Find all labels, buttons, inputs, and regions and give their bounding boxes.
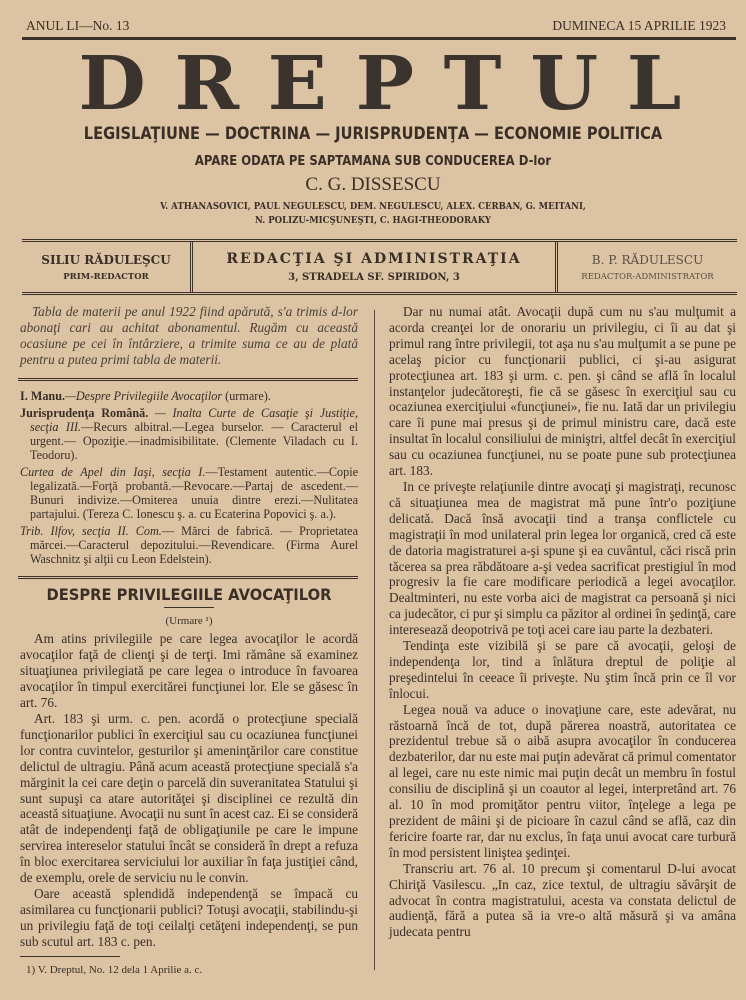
toc-detail: —Testament autentic.—Copie legalizată.—Forţă probantă.—Revocare.—Partaj de ascedent.—Bunuri indivize.—Omiterea unuia dintre erezi.—Nulitatea partajului. (Tereza C. Ionescu ş. a. cu Ecaterina Popovici ş. a.).	[30, 464, 358, 521]
masthead-letter: T	[443, 41, 502, 127]
section-rule	[18, 378, 358, 381]
footnote-rule	[20, 956, 120, 957]
administrator-cell	[558, 242, 737, 292]
toc-detail: (urmare).	[222, 388, 271, 403]
toc-item	[20, 524, 358, 566]
left-column	[20, 304, 358, 978]
subscription-notice: Tabla de materii pe anul 1922 fiind apărută, s'a trimis d-lor abonaţi cari au achitat abonamentul. Rugăm cu această ocasiune pe cei în întârziere, a trimite suma ce au de plată pentru a putea primi tabla de materii.	[20, 304, 358, 367]
prim-redactor-role: PRIM-REDACTOR	[63, 271, 149, 282]
issue-number: ANUL LI—No. 13	[26, 18, 130, 33]
editorial-box	[22, 239, 737, 295]
title-rule	[164, 607, 214, 608]
masthead-letter: U	[530, 41, 598, 127]
prim-redactor-cell	[22, 242, 193, 292]
redactia-title: REDACŢIA ŞI ADMINISTRAŢIA	[226, 251, 522, 267]
collaborators-line: N. POLIZU-MICŞUNEŞTI, C. HAGI-THEODORAKY	[255, 215, 491, 226]
paragraph: Tendinţa este vizibilă şi se pare că avocaţii, geloşi de independenţa lor, tind a înlătura dreptul de poliţie al preşedintelui în ceeace îi priveşte. Nu ştim încă prin ce îl vor înlocui.	[389, 638, 736, 701]
right-column	[389, 304, 736, 940]
masthead-letter: E	[267, 41, 328, 127]
toc-court: Trib. Ilfov, secţia II. Com.	[20, 523, 162, 538]
paragraph: Dar nu numai atât. Avocaţii după cum nu s'au mulţumit a acorda creanţei lor de onorariu un privilegiu, ci îi au dat şi primul rang între privilegii, tot aşa nu s'au mulţumit a se pune pe acelaş picior cu funcţionarii publici, ci şi-au asigurat protecţiunea art. 183 şi urm. c. pen. şi când se află în localul instanţelor judecătoreşti, fie că se găsesc în exerciţiul sau cu ocaziunea exerciţiului «funcţiunei», fie nu. Iată dar un privilegiu care îi pune mai presus şi de primul ministru care, dacă este insultat în localul consiliului de miniştri, altfel decât în exerciţiul sau cu ocaziunea funcţiunei, nu se poate pune sub protecţiunea art. 183.	[389, 304, 736, 479]
redactia-cell	[193, 242, 558, 292]
subtitle: LEGISLAŢIUNE — DOCTRINA — JURISPRUDENŢA — ECONOMIE POLITICA	[83, 124, 663, 144]
administrator-name: B. P. RĂDULESCU	[591, 252, 704, 267]
paragraph: Legea nouă va aduce o inovaţiune care, este adevărat, nu răstoarnă încă de tot, după părerea noastră, autoritatea ce prezidentul trebue să o aibă asupra avocaţilor în conducerea dezbaterilor, dar nu este mai puţin adevărat că primul comentator al legei, care nu este nimic mai puţin decât un membru în fostul consiliu de disciplină şi un coautor al legei, interpretând art. 76 al. 10 în mod promiţător pentru viitor, înţelege a lega pe prezident de mâini şi de picioare în cazul când se află, caz din fericire foarte rar, dar nu exclus, în faţa unui avocat care turbură în mod persistent liniştea şedinţei.	[389, 701, 736, 860]
section-rule	[18, 576, 358, 579]
toc-section: Jurisprudenţa Română.	[20, 405, 149, 420]
table-of-contents	[20, 389, 358, 566]
toc-title: —Despre Privilegiile Avocaţilor	[65, 388, 223, 403]
article-body-right	[389, 304, 736, 940]
toc-item	[20, 465, 358, 521]
toc-item	[20, 406, 358, 462]
footnote: 1) V. Dreptul, No. 12 dela 1 Aprilie a. c.	[26, 963, 203, 976]
masthead-letter: D	[78, 41, 146, 127]
prim-redactor-name: SILIU RĂDULEŞCU	[41, 252, 171, 267]
publication-note: APARE ODATA PE SAPTAMANA SUB CONDUCEREA D-lor	[194, 153, 552, 169]
toc-author: I. Manu.	[20, 388, 66, 403]
toc-detail: —Recurs albitral.—Legea burselor. — Caracterul el urgent.— Opoziţie.—inadmisibilitate. (Clemente Viladach cu I. Teodoru).	[30, 419, 358, 462]
paragraph: In ce priveşte relaţiunile dintre avocaţi şi magistraţi, recunosc că situaţiunea mea de magistrat mă pune într'o poziţiune delicată. Dacă însă avocaţii tind a tranşa conflictele cu magistraţii în mod unilateral prin legea lor organică, cred că este de datoria magistraturei a-şi spune şi ea cuvântul, căci riscă prin tăcerea sa prea răbdătoare a-şi vedea sacrificat prestigiul în mod progresiv la fie care modificare periodică a legei avocaţilor. Dealtminteri, nu este vorba aici de magistrat ca persoană şi nici ca judecător, ci pur şi simplu ca păzitor al ordinei în şedinţă, care interesează deopotrivă pe toţi acei care iau parte la dezbateri.	[389, 478, 736, 638]
article-title: DESPRE PRIVILEGIILE AVOCAŢILOR	[46, 584, 332, 604]
toc-item	[20, 389, 358, 403]
paragraph: Art. 183 şi urm. c. pen. acordă o protecţiune specială funcţionarilor publici în exerciţiul sau cu ocaziunea funcţiunei lor contra cuvintelor, gesturilor şi ameninţărilor care constitue delictul de ultragiu. Până acum această protecţiune specială s'a mărginit la cei care deţin o parcelă din suveranitatea Statului şi sunt supuşi ca atare autorităţei şi disciplinei ce rezultă din această situaţiune. Avocaţii nu sunt în acest caz. Ei se consideră atât de independenţi faţă de obligaţiunile pe care le impune servirea intereselor statului încât se consideră în drept a refuza în bloc exercitarea serviciului lor auxiliar în faţa justiţiei când, de exemplu, orele de serviciu nu le convin.	[20, 710, 358, 886]
article-body-left	[20, 631, 358, 949]
top-rule	[22, 37, 736, 40]
director-name: C. G. DISSESCU	[305, 174, 441, 195]
masthead-letter: L	[626, 41, 682, 127]
paragraph: Am atins privilegiile pe care legea avocaţilor le acordă avocaţilor faţă de clienţi şi de terţi. Imi rămâne să examinez situaţiunea privilegiată pe care legea o introduce în favoarea avocaţilor în timpul exercitărei funcţiunei lor. Ele se găsesc în art. 76.	[20, 631, 358, 711]
toc-court: Curtea de Apel din Iaşi, secţia I.	[20, 464, 206, 479]
article-continuation: (Urmare ¹)	[165, 614, 213, 627]
paragraph: Oare această splendidă independenţă se împacă cu asimilarea cu funcţionarii publici? Totuşi avocaţii, stabilindu-şi un privilegiu faţă de toţi ceilalţi cetăţeni independenţi, se pun sub scutul art. 183 c. pen.	[20, 885, 358, 949]
masthead-title	[78, 41, 682, 127]
column-divider	[374, 310, 375, 970]
toc-court: — Inalta Curte de Casaţie şi Justiţie, secţia III.	[30, 405, 358, 434]
redactia-address: 3, STRADELA SF. SPIRIDON, 3	[288, 272, 460, 283]
issue-date: DUMINECA 15 APRILIE 1923	[552, 18, 726, 33]
masthead-letter: R	[174, 41, 239, 127]
paragraph: Transcriu art. 76 al. 10 precum şi comentarul D-lui avocat Chiriţă Vasilescu. „In caz, zice textul, de ultragiu săvârşit de advocat în contra magistratului, acesta va constata delictul de audienţă, fără a putea să ia vre-o altă măsură şi va amâna judecata pentru	[389, 860, 736, 940]
dateline	[26, 18, 726, 34]
collaborators-line: V. ATHANASOVICI, PAUL NEGULESCU, DEM. NEGULESCU, ALEX. CERBAN, G. MEITANI,	[160, 201, 586, 212]
masthead-letter: P	[355, 41, 415, 127]
administrator-role: REDACTOR-ADMINISTRATOR	[581, 271, 714, 282]
toc-detail: — Mărci de fabrică. — Proprietatea mărcei.—Caracterul depozitului.—Revendicare. (Firma Aurel Waschnitz şi alţii cu Leon Edelstein).	[30, 523, 359, 566]
